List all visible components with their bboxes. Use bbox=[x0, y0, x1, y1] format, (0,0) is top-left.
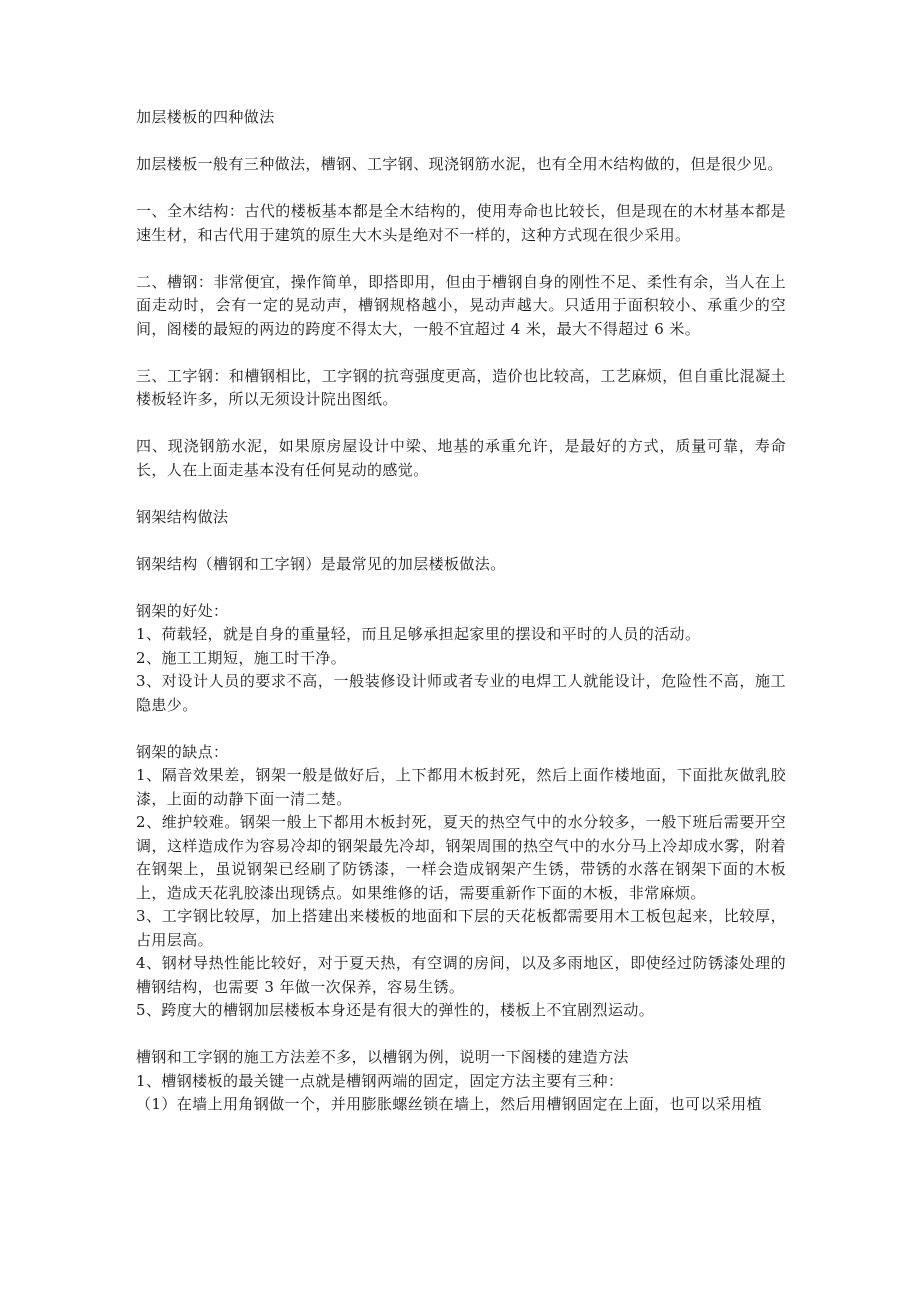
document-title: 加层楼板的四种做法 bbox=[136, 108, 275, 126]
cons-item-5: 5、跨度大的槽钢加层楼板本身还是有很大的弹性的，楼板上不宜剧烈运动。 bbox=[136, 1001, 655, 1019]
pros-heading: 钢架的好处： bbox=[136, 601, 229, 620]
cons-heading: 钢架的缺点： bbox=[136, 742, 229, 761]
pros-item-2: 2、施工工期短，施工时干净。 bbox=[136, 648, 347, 667]
spacer bbox=[136, 1023, 786, 1047]
cons-item-4: 4、钢材导热性能比较好，对于夏天热，有空调的房间，以及多雨地区，即使经过防锈漆处理的槽钢结构，也需要 3 年做一次保养，容易生锈。 bbox=[136, 954, 786, 996]
cons-item-3: 3、工字钢比较厚，加上搭建出来楼板的地面和下层的天花板都需要用木工板包起来，比较厚，占用层高。 bbox=[136, 907, 786, 949]
spacer bbox=[136, 717, 786, 741]
method-paragraph-2: 二、槽钢：非常便宜，操作简单，即搭即用，但由于槽钢自身的刚性不足、柔性有余，当人在上面走动时，会有一定的晃动声，槽钢规格越小，晃动声越大。只适用于面积较小、承重少的空间，阁楼的最短的两边的跨度不得太大，一般不宜超过 4 米，最大不得超过 6 米。 bbox=[136, 272, 786, 338]
intro-paragraph: 加层楼板一般有三种做法，槽钢、工字钢、现浇钢筋水泥，也有全用木结构做的，但是很少见。 bbox=[136, 155, 783, 173]
cons-item-1: 1、隔音效果差，钢架一般是做好后，上下都用木板封死，然后上面作楼地面，下面批灰做乳胶漆，上面的动静下面一清二楚。 bbox=[136, 766, 786, 808]
construction-step-1: 1、槽钢楼板的最关键一点就是槽钢两端的固定，固定方法主要有三种： bbox=[136, 1071, 624, 1090]
cons-item-2: 2、维护较难。钢架一般上下都用木板封死，夏天的热空气中的水分较多，一般下班后需要开空调，这样造成作为容易冷却的钢架最先冷却，钢架周围的热空气中的水分马上冷却成水雾，附着在钢架上，虽说钢架已经刷了防锈漆，一样会造成钢架产生锈，带锈的水落在钢架下面的木板上，造成天花乳胶漆出现锈点。如果维修的话，需要重新作下面的木板，非常麻烦。 bbox=[136, 813, 786, 902]
construction-intro: 槽钢和工字钢的施工方法差不多，以槽钢为例，说明一下阁楼的建造方法 bbox=[136, 1048, 629, 1066]
pros-item-3: 3、对设计人员的要求不高，一般装修设计师或者专业的电焊工人就能设计，危险性不高，施工隐患少。 bbox=[136, 672, 786, 714]
section-heading-steel: 钢架结构做法 bbox=[136, 507, 229, 526]
method-paragraph-3: 三、工字钢：和槽钢相比，工字钢的抗弯强度更高，造价也比较高，工艺麻烦，但自重比混凝土楼板轻许多，所以无须设计院出图纸。 bbox=[136, 366, 786, 408]
steel-intro-paragraph: 钢架结构（槽钢和工字钢）是最常见的加层楼板做法。 bbox=[136, 554, 506, 573]
pros-item-1: 1、荷载轻，就是自身的重量轻，而且足够承担起家里的摆设和平时的人员的活动。 bbox=[136, 625, 701, 643]
construction-substep-1: （1）在墙上用角钢做一个，并用膨胀螺丝锁在墙上，然后用槽钢固定在上面，也可以采用植 bbox=[136, 1095, 762, 1113]
document-body bbox=[136, 106, 786, 1117]
method-paragraph-1: 一、全木结构：古代的楼板基本都是全木结构的，使用寿命也比较长，但是现在的木材基本都是速生材，和古代用于建筑的原生大木头是绝对不一样的，这种方式现在很少采用。 bbox=[136, 202, 786, 244]
method-paragraph-4: 四、现浇钢筋水泥，如果原房屋设计中梁、地基的承重允许，是最好的方式，质量可靠，寿命长，人在上面走基本没有任何晃动的感觉。 bbox=[136, 437, 786, 479]
